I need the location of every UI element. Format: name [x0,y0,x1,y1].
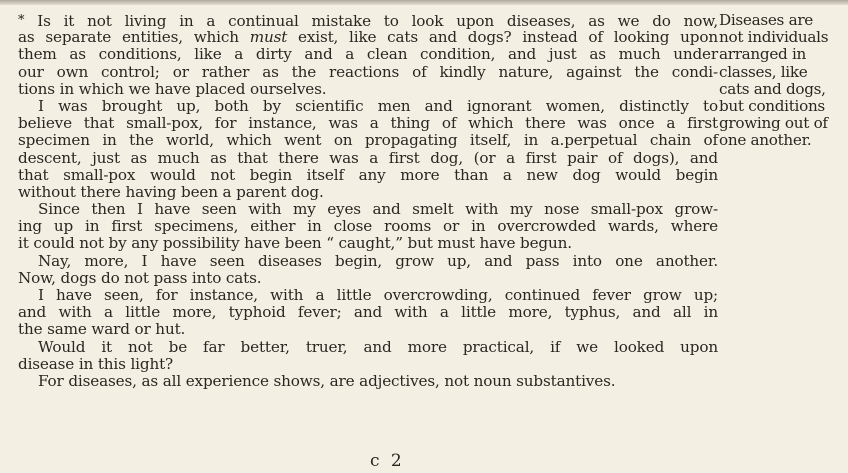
margin-note-line: Diseases are [719,11,813,29]
text-line: disease in this light? [18,354,174,373]
main-text-block [18,12,718,390]
text-line: that small-pox would not begin itself any more than a new dog would begin [18,165,718,184]
text-line: ing up in first specimens, either in close rooms or in overcrowded wards, where [18,217,718,236]
text-line: descent, just as much as that there was a first dog, (or a first pair of dogs), and [18,148,718,167]
footnote-asterisk: * [18,13,25,28]
paragraph-start-line: I was brought up, both by scientific men and ignorant women, distinctly to [38,96,718,115]
paragraph-start-line: I have seen, for instance, with a little overcrowding, continued fever grow up; [38,286,718,304]
text-line: them as conditions, like a dirty and a clean condition, and just as much under [18,45,718,64]
text-line: * Is it not living in a continual mistake to look upon diseases, as we do now, [18,12,718,30]
text-line: tions in which we have placed ourselves. [18,79,327,98]
emphasis-word: must [249,28,288,47]
signature-mark: c 2 [370,451,405,471]
text-line: Now, dogs do not pass into cats. [18,268,262,287]
paragraph-start-line: Would it not be far better, truer, and more practical, if we looked upon [38,337,718,356]
text-line: believe that small-pox, for instance, was a thing of which there was once a first [18,114,718,133]
paragraph-start-line: For diseases, as all experience shows, are adjectives, not noun substantives. [38,371,616,390]
text-line: as separate entities, which must exist, like cats and dogs? instead of looking upon [18,28,718,47]
margin-note-line: cats and dogs, [719,79,826,98]
text-line: and with a little more, typhoid fever; and with a little more, typhus, and all in [18,303,718,322]
paragraph-start-line: Nay, more, I have seen diseases begin, grow up, and pass into one another. [38,251,718,270]
margin-note-line: classes, like [719,62,808,81]
text-line: it could not by any possibility have been “ caught,” but must have begun. [18,234,572,253]
text-line: specimen in the world, which went on propagating itself, in a.perpetual chain of [18,131,718,150]
text-line: our own control; or rather as the reactions of kindly nature, against the condi- [18,62,718,81]
paragraph-start-line: Since then I have seen with my eyes and smelt with my nose small-pox grow- [38,200,718,219]
margin-note-line: growing out of [719,114,828,133]
margin-note-line: arranged in [719,45,807,64]
page-top-edge [0,0,848,5]
margin-note [719,12,844,150]
margin-note-line: one another. [719,131,812,150]
text-line: the same ward or hut. [18,320,186,339]
text-line: without there having been a parent dog. [18,182,324,201]
margin-note-line: not individuals [719,28,829,47]
margin-note-line: but conditions [719,96,825,115]
